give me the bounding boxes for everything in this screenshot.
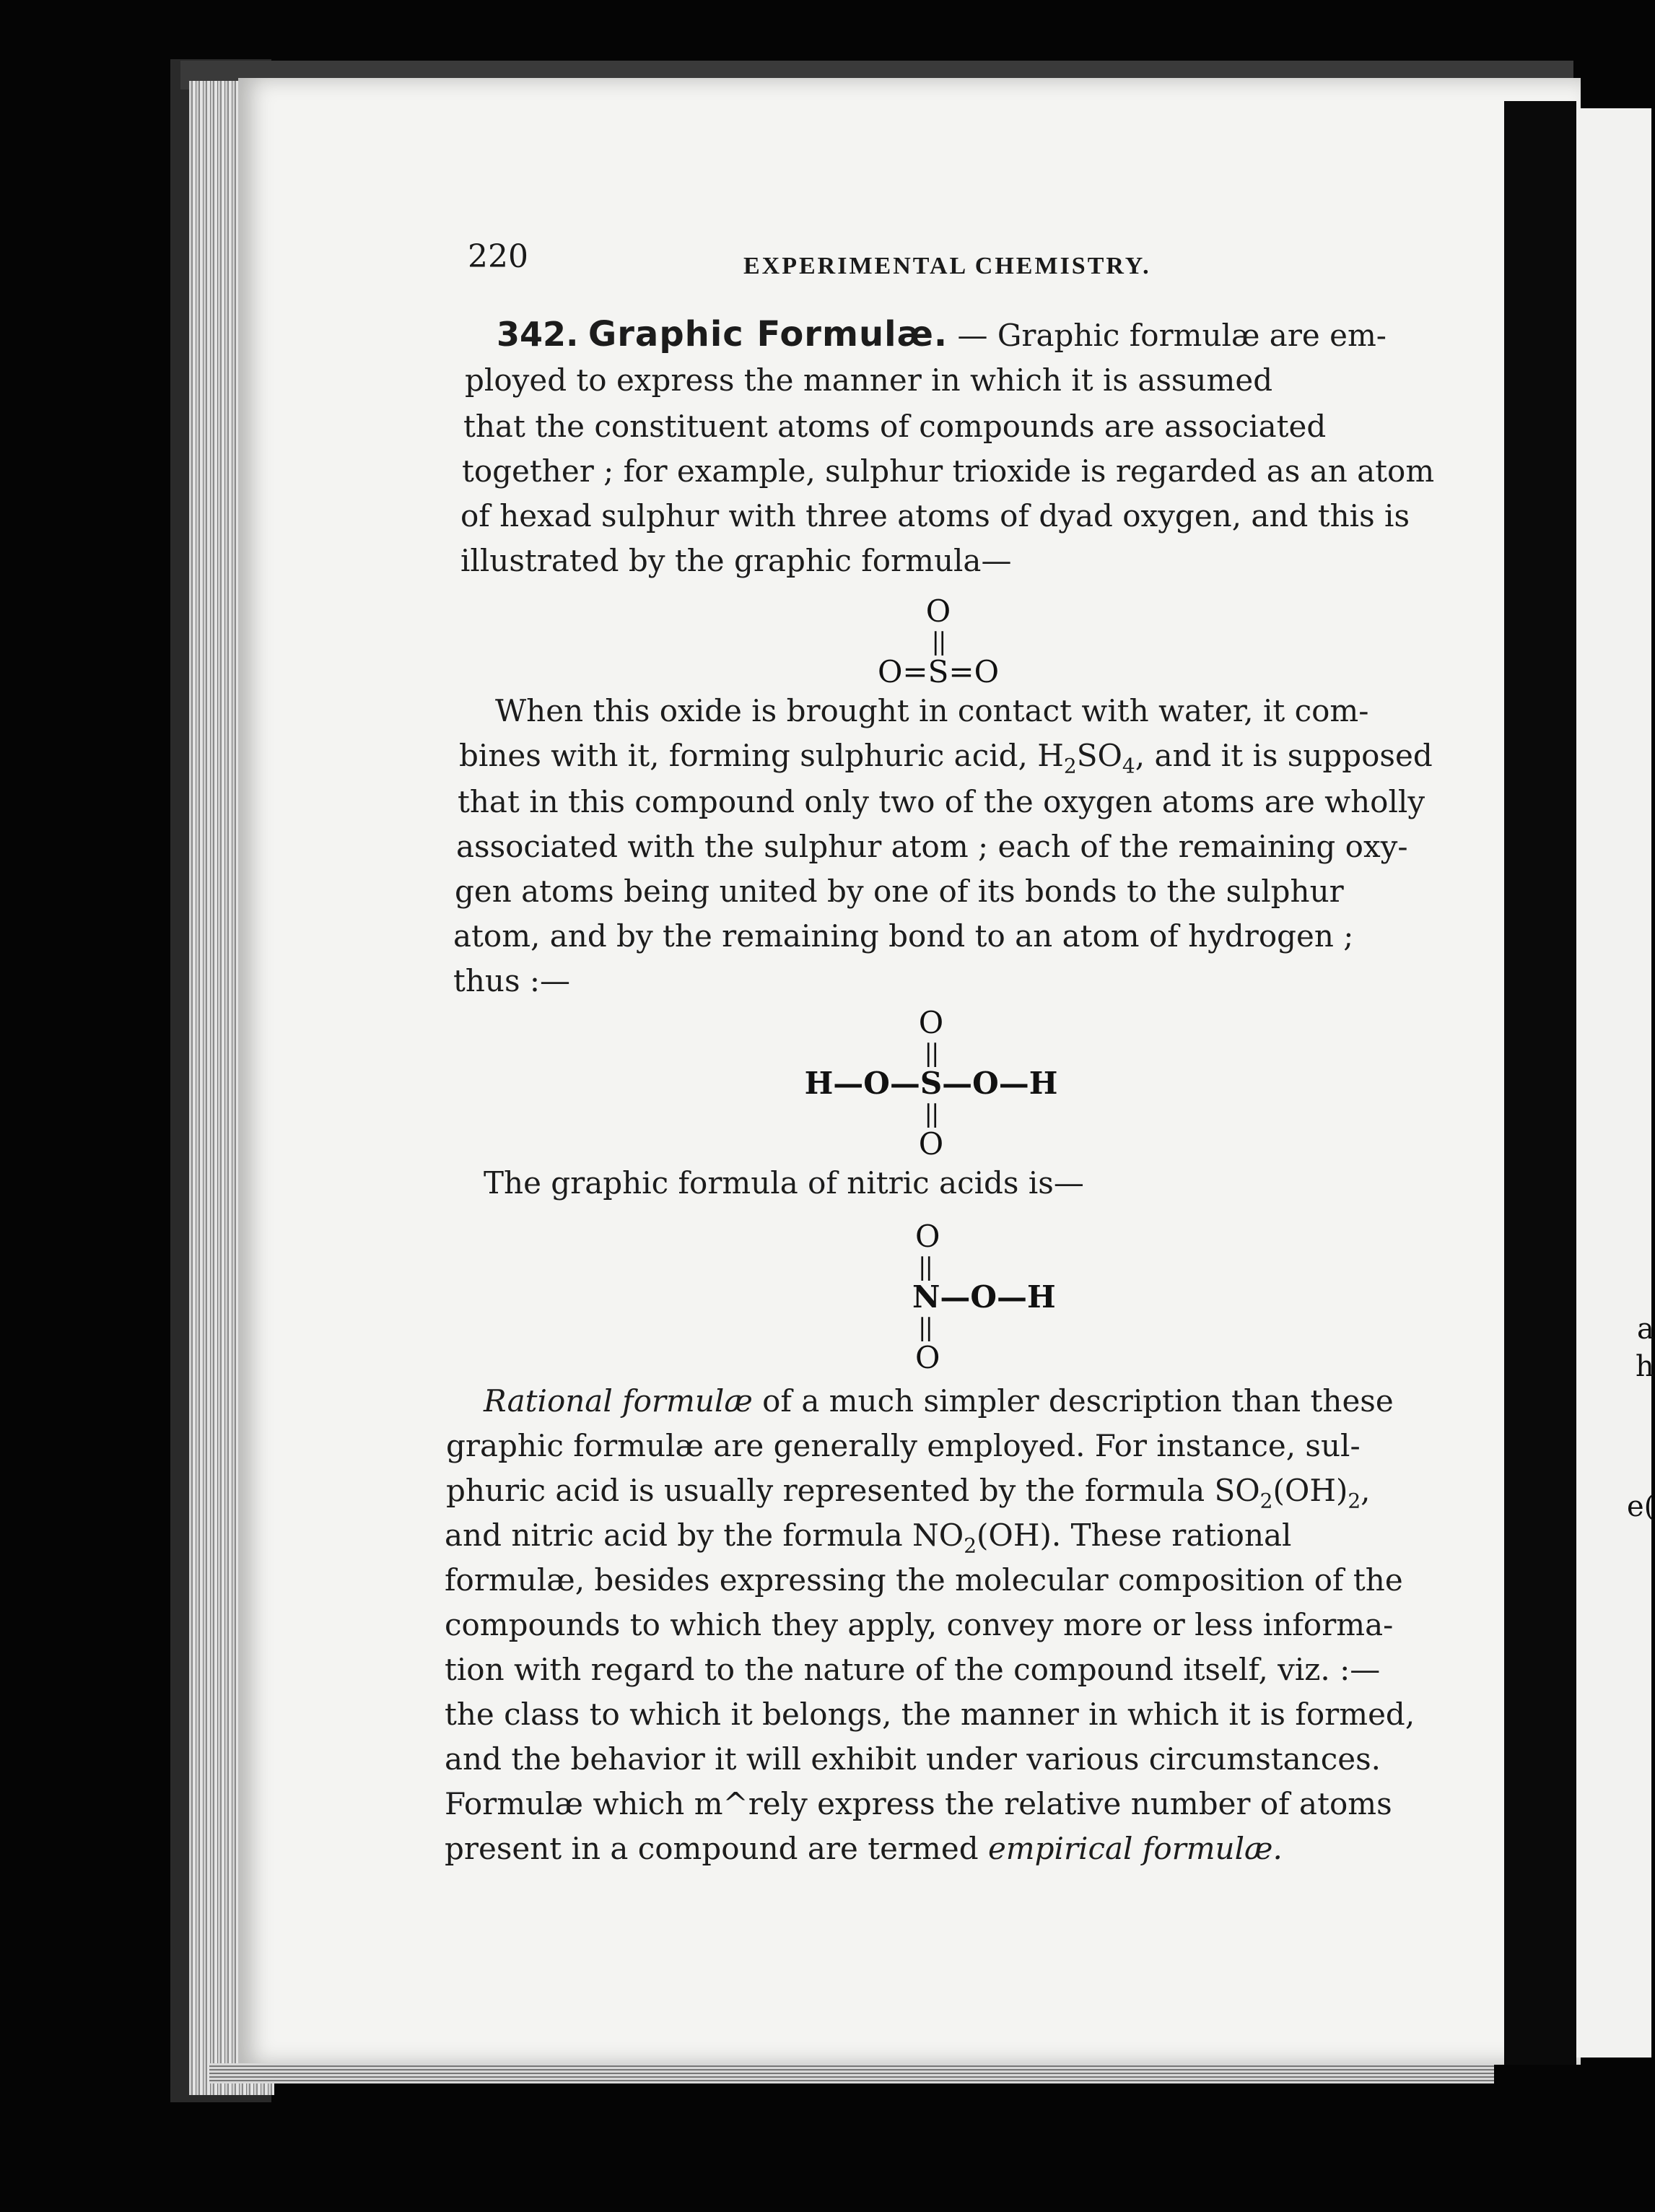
paragraph-line: thus :— [453, 963, 571, 998]
paragraph-line: and nitric acid by the formula $NO_2(OH)$. These rational [445, 1518, 1292, 1558]
paragraph-line: Rational formulæ of a much simpler description than these [484, 1383, 1394, 1419]
formula-atom: O [915, 1340, 940, 1375]
paragraph-line: present in a compound are termed empirical formulæ. [445, 1831, 1283, 1866]
paragraph-line: compounds to which they apply, convey more or less informa- [445, 1607, 1394, 1642]
paragraph-line: and the behavior it will exhibit under various circumstances. [445, 1741, 1381, 1777]
formula-h2so4 [794, 1005, 1068, 1162]
paragraph-line: gen atoms being united by one of its bonds to the sulphur [455, 874, 1344, 909]
formula-hno3 [888, 1219, 1061, 1375]
facing-page-letter: e( [1627, 1490, 1655, 1523]
formula-atom: O [925, 593, 951, 629]
formula-double-bond: || [924, 1039, 938, 1068]
paragraph-line: ployed to express the manner in which it is assumed [465, 362, 1273, 398]
page-number: 220 [468, 238, 528, 275]
formula-atom: O [918, 1005, 944, 1040]
formula-row: O=S=O [877, 654, 1000, 689]
formula-atom: O [915, 1219, 940, 1254]
formula-double-bond: || [918, 1313, 932, 1342]
page-gutter [1504, 101, 1576, 2065]
formula-so3 [866, 593, 1010, 689]
section-heading-line [497, 312, 1387, 358]
paragraph-line: associated with the sulphur atom ; each of the remaining oxy- [456, 829, 1408, 864]
formula-double-bond: || [924, 1100, 938, 1128]
paragraph-line: tion with regard to the nature of the compound itself, viz. :— [445, 1652, 1381, 1687]
formula-double-bond: || [931, 627, 946, 656]
formula-row: N—O—H [912, 1279, 1056, 1315]
facing-page-edge [1576, 108, 1651, 2058]
formula-row: H—O—S—O—H [804, 1066, 1058, 1101]
section-title: Graphic Formulæ. [588, 314, 948, 354]
paragraph-line: atom, and by the remaining bond to an atom of hydrogen ; [453, 918, 1354, 954]
paragraph-line: of hexad sulphur with three atoms of dyad oxygen, and this is [460, 498, 1410, 534]
formula-double-bond: || [918, 1253, 932, 1281]
paragraph-line: together ; for example, sulphur trioxide is regarded as an atom [462, 453, 1435, 489]
paragraph-line: — Graphic formulæ are em- [948, 318, 1387, 353]
facing-page-letter: a [1637, 1312, 1654, 1346]
paragraph-line: The graphic formula of nitric acids is— [484, 1165, 1084, 1201]
paragraph-line: the class to which it belongs, the manner in which it is formed, [445, 1697, 1415, 1732]
paragraph-line: bines with it, forming sulphuric acid, $H_2SO_4$, and it is supposed [459, 738, 1433, 778]
paragraph-line: phuric acid is usually represented by the formula $SO_2(OH)_2$, [446, 1473, 1371, 1513]
paragraph-line: Formulæ which m^rely express the relative number of atoms [445, 1786, 1392, 1821]
section-number: 342. [497, 315, 579, 354]
paragraph-line: that the constituent atoms of compounds are associated [463, 409, 1327, 444]
paragraph-line: that in this compound only two of the oxygen atoms are wholly [458, 784, 1425, 819]
running-header: EXPERIMENTAL CHEMISTRY. [743, 253, 1151, 279]
paragraph-line: graphic formulæ are generally employed. For instance, sul- [446, 1428, 1361, 1463]
paragraph-line: illustrated by the graphic formula— [460, 543, 1012, 578]
facing-page-letter: h [1636, 1350, 1654, 1383]
book-bottom-edge [209, 2063, 1494, 2083]
paragraph-line: formulæ, besides expressing the molecular composition of the [445, 1562, 1403, 1598]
formula-atom: O [918, 1126, 944, 1162]
paragraph-line: When this oxide is brought in contact with water, it com- [495, 693, 1369, 728]
